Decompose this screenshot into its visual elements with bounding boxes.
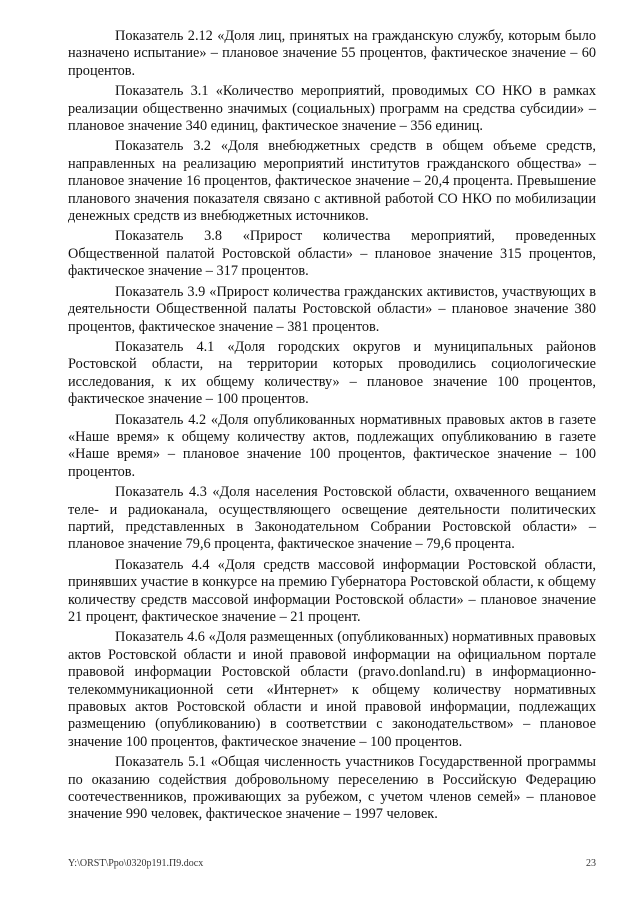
paragraph-indicator-3-9: Показатель 3.9 «Прирост количества гражданских активистов, участвующих в деятельности Общественной палаты Ростовской области» – плановое значение 380 процентов, фактическое значение – 381 процентов. <box>68 283 596 335</box>
paragraph-indicator-5-1: Показатель 5.1 «Общая численность участников Государственной программы по оказанию содействия добровольному переселению в Российскую Федерацию соотечественников, проживающих за рубежом, с учетом членов семей» – плановое значение 990 человек, фактическое значение – 1997 человек. <box>68 754 596 823</box>
paragraph-indicator-4-3: Показатель 4.3 «Доля населения Ростовской области, охваченного вещанием теле- и радиоканала, осуществляющего освещение деятельности политических партий, представленных в Законодательном Собрании Ростовской области» – плановое значение 79,6 процента, фактическое значение – 79,6 процента. <box>68 484 596 553</box>
paragraph-indicator-2-12: Показатель 2.12 «Доля лиц, принятых на гражданскую службу, которым было назначено испытание» – плановое значение 55 процентов, фактическое значение – 60 процентов. <box>68 28 596 79</box>
paragraph-indicator-3-1: Показатель 3.1 «Количество мероприятий, проводимых СО НКО в рамках реализации общественно значимых (социальных) программ на средства субсидии» – плановое значение 340 единиц, фактическое значение – 356 единиц. <box>68 83 596 135</box>
footer-file-path: Y:\ORST\Ppo\0320p191.П9.docx <box>68 858 204 869</box>
paragraph-indicator-4-4: Показатель 4.4 «Доля средств массовой информации Ростовской области, принявших участие в конкурсе на премию Губернатора Ростовской области, к общему количеству средств массовой информации Ростовской области» – плановое значение 21 процент, фактическое значение – 21 процент. <box>68 556 596 625</box>
page-number: 23 <box>586 858 596 869</box>
paragraph-indicator-3-2: Показатель 3.2 «Доля внебюджетных средств в общем объеме средств, направленных на реализацию мероприятий институтов гражданского общества» – плановое значение 16 процентов, фактическое значение – 20,4 процента. Превышение планового значения показателя связано с активной работой СО НКО по мобилизации денежных средств из внебюджетных источников. <box>68 138 596 225</box>
paragraph-indicator-4-6: Показатель 4.6 «Доля размещенных (опубликованных) нормативных правовых актов Ростовской области и иной правовой информации на официальном портале правовой информации Ростовской области (pravo.donland.ru) в информационно-телекоммуникационной сети «Интернет» к общему количеству нормативных правовых актов Ростовской области и иной правовой информации, подлежащих размещению (опубликованию) в соответствии с законодательством» – плановое значение 100 процентов, фактическое значение – 100 процентов. <box>68 629 596 750</box>
paragraph-indicator-3-8: Показатель 3.8 «Прирост количества мероприятий, проведенных Общественной палатой Ростовской области» – плановое значение 315 процентов, фактическое значение – 317 процентов. <box>68 228 596 280</box>
document-page <box>68 28 596 827</box>
paragraph-indicator-4-2: Показатель 4.2 «Доля опубликованных нормативных правовых актов в газете «Наше время» к общему количеству актов, подлежащих опубликованию в газете «Наше время» – плановое значение 100 процентов, фактическое значение – 100 процентов. <box>68 411 596 480</box>
paragraph-indicator-4-1: Показатель 4.1 «Доля городских округов и муниципальных районов Ростовской области, на территории которых проводились социологические исследования, к их общему количеству» – плановое значение 100 процентов, фактическое значение – 100 процентов. <box>68 338 596 408</box>
